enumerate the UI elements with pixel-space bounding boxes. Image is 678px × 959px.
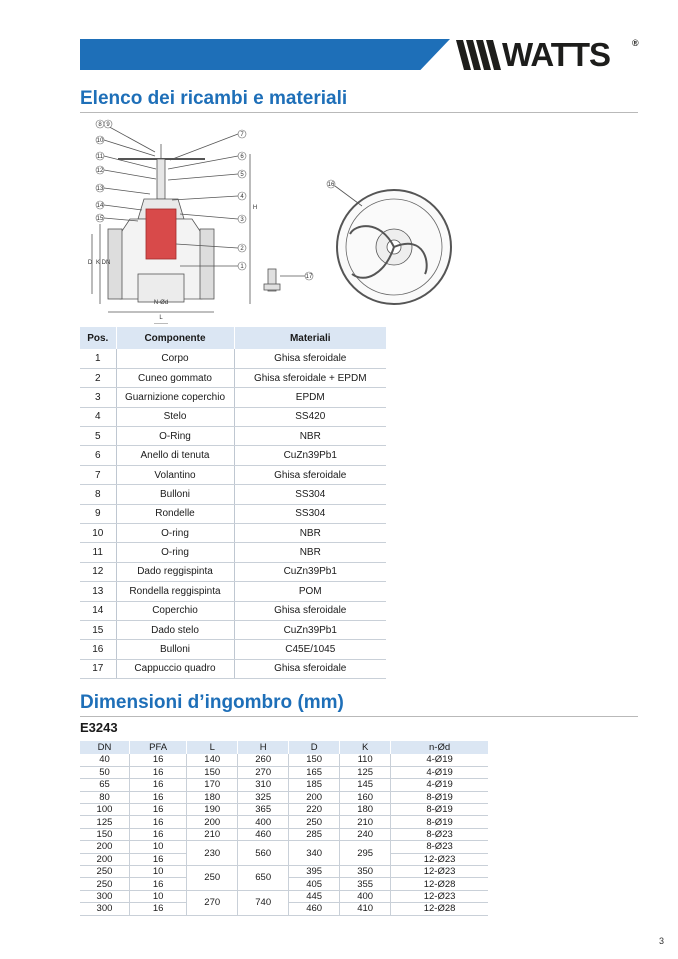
col-header: n-Ød <box>391 741 488 754</box>
table-cell: 16 <box>80 640 116 659</box>
table-cell: 400 <box>238 816 289 828</box>
table-row <box>80 349 386 368</box>
dim-label: L <box>159 315 163 321</box>
table-cell: 65 <box>80 779 129 791</box>
table-cell: 17 <box>80 659 116 678</box>
table-cell: 12-Ø28 <box>391 903 488 915</box>
table-cell: 16 <box>129 779 186 791</box>
dim-label: N-Ød <box>153 300 169 306</box>
table-cell: EPDM <box>234 388 386 407</box>
table-cell: Rondelle <box>116 504 234 523</box>
callout-label: 17 <box>305 274 313 280</box>
dim-label: D <box>87 260 93 266</box>
table-cell: 400 <box>340 890 391 902</box>
table-cell: 1 <box>80 349 116 368</box>
table-cell: 14 <box>80 601 116 620</box>
table-cell: 260 <box>238 754 289 766</box>
table-row <box>80 562 386 581</box>
table-row <box>80 754 488 766</box>
table-row <box>80 543 386 562</box>
table-cell: 230 <box>187 841 238 866</box>
section-divider <box>80 716 638 717</box>
table-cell: Dado reggispinta <box>116 562 234 581</box>
table-cell: CuZn39Pb1 <box>234 446 386 465</box>
table-cell: 460 <box>238 828 289 840</box>
col-header: DN <box>80 741 129 754</box>
table-row <box>80 446 386 465</box>
table-cell: 200 <box>289 791 340 803</box>
table-cell: C45E/1045 <box>234 640 386 659</box>
table-cell: Bulloni <box>116 640 234 659</box>
table-row <box>80 524 386 543</box>
col-header: Pos. <box>80 327 116 349</box>
model-code: E3243 <box>80 720 118 735</box>
table-cell: 50 <box>80 766 129 778</box>
callout-label: 7 <box>240 132 244 138</box>
callout-label: 11 <box>96 154 104 160</box>
table-cell: CuZn39Pb1 <box>234 562 386 581</box>
table-row <box>80 766 488 778</box>
table-cell: 16 <box>129 754 186 766</box>
table-row <box>80 791 488 803</box>
table-cell: 150 <box>187 766 238 778</box>
callout-label: 15 <box>96 216 104 222</box>
table-cell: 250 <box>80 878 129 890</box>
dim-label: K <box>95 260 101 266</box>
table-row <box>80 816 488 828</box>
table-cell: 170 <box>187 779 238 791</box>
table-cell: 16 <box>129 828 186 840</box>
table-cell: Cuneo gommato <box>116 368 234 387</box>
table-cell: 10 <box>129 866 186 878</box>
table-cell: 6 <box>80 446 116 465</box>
table-cell: 4-Ø19 <box>391 779 488 791</box>
table-cell: 250 <box>187 866 238 891</box>
table-cell: 295 <box>340 841 391 866</box>
table-cell: Ghisa sferoidale <box>234 659 386 678</box>
table-row <box>80 601 386 620</box>
table-row <box>80 659 386 678</box>
table-cell: 16 <box>129 853 186 865</box>
table-cell: 350 <box>340 866 391 878</box>
table-cell: SS304 <box>234 504 386 523</box>
page-number: 3 <box>659 936 665 946</box>
table-cell: 16 <box>129 804 186 816</box>
table-cell: 5 <box>80 427 116 446</box>
table-row <box>80 388 386 407</box>
table-cell: 395 <box>289 866 340 878</box>
table-cell: 220 <box>289 804 340 816</box>
table-row <box>80 866 488 878</box>
table-row <box>80 368 386 387</box>
callout-label: 2 <box>240 246 244 252</box>
table-row <box>80 620 386 639</box>
table-cell: 285 <box>289 828 340 840</box>
table-cell: 650 <box>238 866 289 891</box>
table-cell: Cappuccio quadro <box>116 659 234 678</box>
table-cell: Coperchio <box>116 601 234 620</box>
table-cell: 8-Ø19 <box>391 816 488 828</box>
table-row <box>80 640 386 659</box>
table-cell: 8-Ø19 <box>391 804 488 816</box>
table-cell: 9 <box>80 504 116 523</box>
callout-label: 8 <box>98 122 102 128</box>
table-cell: 340 <box>289 841 340 866</box>
table-cell: O-ring <box>116 543 234 562</box>
section-title-parts: Elenco dei ricambi e materiali <box>80 88 348 109</box>
table-cell: 16 <box>129 903 186 915</box>
table-cell: POM <box>234 582 386 601</box>
table-row <box>80 828 488 840</box>
table-cell: 16 <box>129 878 186 890</box>
table-cell: Dado stelo <box>116 620 234 639</box>
col-header: Componente <box>116 327 234 349</box>
table-cell: 125 <box>80 816 129 828</box>
table-cell: CuZn39Pb1 <box>234 620 386 639</box>
table-row <box>80 485 386 504</box>
callout-label: 13 <box>96 186 104 192</box>
callout-label: 6 <box>240 154 244 160</box>
table-cell: 100 <box>80 804 129 816</box>
table-cell: 8-Ø23 <box>391 841 488 853</box>
dim-label: H <box>252 205 258 211</box>
table-cell: 15 <box>80 620 116 639</box>
table-row <box>80 804 488 816</box>
table-cell: O-ring <box>116 524 234 543</box>
table-row <box>80 407 386 426</box>
table-cell: SS304 <box>234 485 386 504</box>
table-cell: 445 <box>289 890 340 902</box>
dim-label: DN <box>101 260 111 266</box>
parts-table <box>80 327 386 679</box>
table-cell: 8-Ø23 <box>391 828 488 840</box>
table-cell: Ghisa sferoidale <box>234 349 386 368</box>
table-cell: Anello di tenuta <box>116 446 234 465</box>
table-cell: 3 <box>80 388 116 407</box>
table-cell: Ghisa sferoidale <box>234 601 386 620</box>
col-header: L <box>187 741 238 754</box>
table-cell: 410 <box>340 903 391 915</box>
table-cell: 8 <box>80 485 116 504</box>
table-cell: 13 <box>80 582 116 601</box>
table-cell: 8-Ø19 <box>391 791 488 803</box>
table-cell: Stelo <box>116 407 234 426</box>
table-cell: 325 <box>238 791 289 803</box>
table-cell: 4 <box>80 407 116 426</box>
table-row <box>80 841 488 853</box>
dimensions-table <box>80 741 488 916</box>
table-cell: 12-Ø23 <box>391 853 488 865</box>
callout-label: 12 <box>96 168 104 174</box>
table-cell: NBR <box>234 543 386 562</box>
table-row <box>80 465 386 484</box>
table-cell: SS420 <box>234 407 386 426</box>
callout-label: 9 <box>106 122 110 128</box>
callout-label: 3 <box>240 217 244 223</box>
table-cell: NBR <box>234 427 386 446</box>
table-cell: 240 <box>340 828 391 840</box>
table-cell: 180 <box>187 791 238 803</box>
table-cell: 16 <box>129 816 186 828</box>
table-cell: 4-Ø19 <box>391 754 488 766</box>
col-header: K <box>340 741 391 754</box>
watts-logo <box>454 37 644 73</box>
table-cell: 405 <box>289 878 340 890</box>
col-header: Materiali <box>234 327 386 349</box>
table-cell: 80 <box>80 791 129 803</box>
callout-label: 14 <box>96 203 104 209</box>
registered-mark: ® <box>632 38 639 48</box>
callout-label: 1 <box>240 264 244 270</box>
table-row <box>80 427 386 446</box>
table-cell: 10 <box>129 890 186 902</box>
brand-name: WATTS <box>502 36 611 73</box>
table-cell: 12-Ø23 <box>391 890 488 902</box>
table-cell: 150 <box>80 828 129 840</box>
table-cell: 110 <box>340 754 391 766</box>
table-cell: 300 <box>80 903 129 915</box>
table-cell: 200 <box>187 816 238 828</box>
table-cell: 310 <box>238 779 289 791</box>
table-cell: 12-Ø23 <box>391 866 488 878</box>
valve-technical-drawing <box>80 114 480 324</box>
section-divider <box>80 112 638 113</box>
table-row <box>80 504 386 523</box>
table-row <box>80 779 488 791</box>
table-cell: 10 <box>129 841 186 853</box>
callout-label: 10 <box>96 138 104 144</box>
table-cell: Guarnizione coperchio <box>116 388 234 407</box>
table-cell: 40 <box>80 754 129 766</box>
table-cell: 270 <box>187 890 238 915</box>
callout-label: 16 <box>327 182 335 188</box>
table-cell: Rondella reggispinta <box>116 582 234 601</box>
table-cell: 300 <box>80 890 129 902</box>
table-row <box>80 890 488 902</box>
table-cell: 185 <box>289 779 340 791</box>
table-cell: O-Ring <box>116 427 234 446</box>
col-header: D <box>289 741 340 754</box>
table-cell: 250 <box>289 816 340 828</box>
table-cell: Volantino <box>116 465 234 484</box>
table-cell: Ghisa sferoidale <box>234 465 386 484</box>
table-cell: 365 <box>238 804 289 816</box>
table-cell: Corpo <box>116 349 234 368</box>
table-cell: 150 <box>289 754 340 766</box>
table-cell: 10 <box>80 524 116 543</box>
col-header: H <box>238 741 289 754</box>
table-cell: 200 <box>80 853 129 865</box>
table-cell: 210 <box>340 816 391 828</box>
table-cell: 16 <box>129 766 186 778</box>
watts-stripes-icon <box>454 40 504 70</box>
callout-label: 5 <box>240 172 244 178</box>
table-cell: 190 <box>187 804 238 816</box>
table-cell: 12 <box>80 562 116 581</box>
table-cell: 16 <box>129 791 186 803</box>
header-bar <box>80 39 450 70</box>
table-cell: 740 <box>238 890 289 915</box>
table-cell: NBR <box>234 524 386 543</box>
table-cell: 2 <box>80 368 116 387</box>
table-cell: 200 <box>80 841 129 853</box>
table-cell: 270 <box>238 766 289 778</box>
table-cell: 125 <box>340 766 391 778</box>
table-cell: 4-Ø19 <box>391 766 488 778</box>
table-cell: Bulloni <box>116 485 234 504</box>
table-cell: 355 <box>340 878 391 890</box>
section-title-dimensions: Dimensioni d’ingombro (mm) <box>80 692 344 713</box>
table-cell: 460 <box>289 903 340 915</box>
table-cell: 160 <box>340 791 391 803</box>
table-cell: 560 <box>238 841 289 866</box>
table-cell: 11 <box>80 543 116 562</box>
table-cell: 250 <box>80 866 129 878</box>
callout-label: 4 <box>240 194 244 200</box>
table-row <box>80 582 386 601</box>
table-cell: 7 <box>80 465 116 484</box>
table-cell: Ghisa sferoidale + EPDM <box>234 368 386 387</box>
table-cell: 12-Ø28 <box>391 878 488 890</box>
table-cell: 180 <box>340 804 391 816</box>
table-cell: 140 <box>187 754 238 766</box>
col-header: PFA <box>129 741 186 754</box>
table-cell: 165 <box>289 766 340 778</box>
table-cell: 145 <box>340 779 391 791</box>
table-cell: 210 <box>187 828 238 840</box>
